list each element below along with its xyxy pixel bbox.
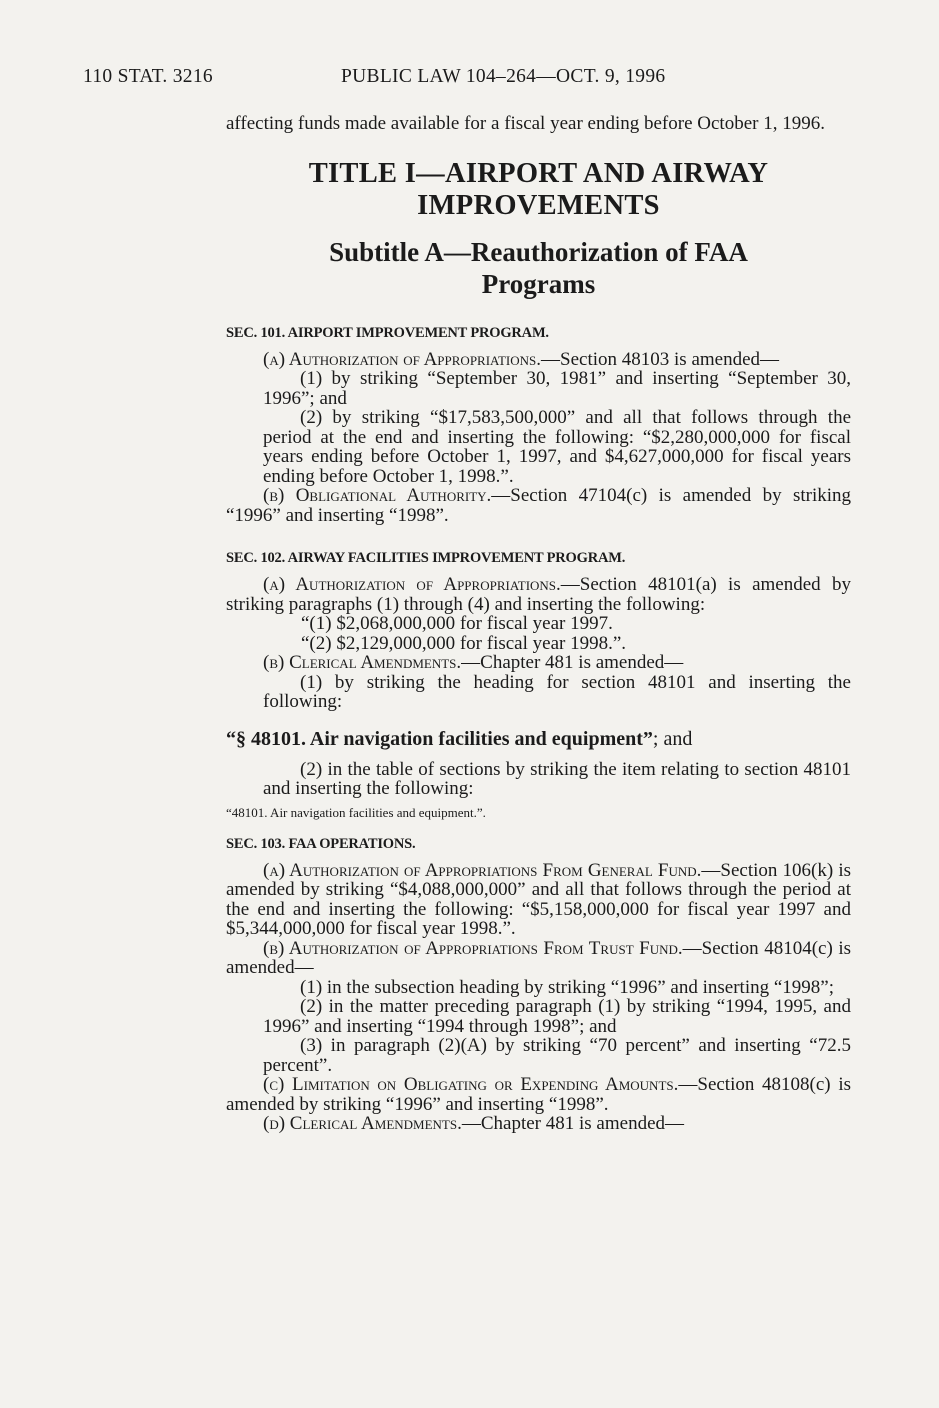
new-section-heading: “§ 48101. Air navigation facilities and equipment”; and — [226, 727, 693, 750]
sec-102-a: (a) Authorization of Appropriations.—Section 48101(a) is amended by striking paragraphs (1) through (4) and inserting the following: — [226, 574, 851, 615]
sec-103-b: (b) Authorization of Appropriations From Trust Fund.—Section 48104(c) is amended— — [226, 937, 851, 978]
sec-102-a-q2: “(2) $2,129,000,000 for fiscal year 1998.”. — [301, 632, 627, 654]
table-of-sections-item: “48101. Air navigation facilities and equipment.”. — [226, 804, 486, 820]
sec-101-a-1: (1) by striking “September 30, 1981” and inserting “September 30, 1996”; and — [263, 368, 851, 409]
sec-103-b-3: (3) in paragraph (2)(A) by striking “70 percent” and inserting “72.5 percent”. — [263, 1035, 851, 1076]
sec-102-a-q1: “(1) $2,068,000,000 for fiscal year 1997. — [301, 613, 613, 634]
sec-102-b: (b) Clerical Amendments.—Chapter 481 is amended— — [263, 652, 684, 673]
sec-102-heading: SEC. 102. AIRWAY FACILITIES IMPROVEMENT PROGRAM. — [226, 550, 626, 566]
subtitle-heading: Subtitle A—Reauthorization of FAA Programs — [329, 236, 748, 299]
sec-101-a-2: (2) by striking “$17,583,500,000” and all that follows through the period at the end and inserting the following: “$2,280,000,000 for fiscal years ending before October 1, 1997, and $4,627,000,000 for fiscal years ending before October 1, 1998.”. — [263, 407, 851, 487]
sec-103-b-1: (1) in the subsection heading by striking “1996” and inserting “1998”; — [300, 976, 834, 998]
sec-101-heading: SEC. 101. AIRPORT IMPROVEMENT PROGRAM. — [226, 324, 549, 341]
title-heading: TITLE I—AIRPORT AND AIRWAY IMPROVEMENTS — [308, 157, 769, 221]
stat-citation: 110 STAT. 3216 — [83, 66, 213, 87]
page-body — [226, 114, 851, 1134]
sec-103-c: (c) Limitation on Obligating or Expending Amounts.—Section 48108(c) is amended by striking “1996” and inserting “1998”. — [226, 1074, 851, 1115]
sec-101-a: (a) Authorization of Appropriations.—Section 48103 is amended— — [263, 348, 780, 370]
sec-103-heading: SEC. 103. FAA OPERATIONS. — [226, 835, 416, 852]
sec-102-b-1: (1) by striking the heading for section 48101 and inserting the following: — [263, 671, 851, 712]
sec-103-d: (d) Clerical Amendments.—Chapter 481 is amended— — [263, 1113, 685, 1134]
intro-paragraph: affecting funds made available for a fiscal year ending before October 1, 1996. — [226, 113, 825, 134]
sec-103-a: (a) Authorization of Appropriations From General Fund.—Section 106(k) is amended by striking “$4,088,000,000” and all that follows through the period at the end and inserting the following: “$5,158,000,000 for fiscal year 1997 and $5,344,000,000 for fiscal year 1998.”. — [226, 859, 851, 939]
sec-102-b-2: (2) in the table of sections by striking the item relating to section 48101 and inserting the following: — [263, 758, 851, 799]
sec-101-b: (b) Obligational Authority.—Section 47104(c) is amended by striking “1996” and inserting “1998”. — [226, 485, 852, 526]
running-header: PUBLIC LAW 104–264—OCT. 9, 1996 — [341, 66, 666, 87]
sec-103-b-2: (2) in the matter preceding paragraph (1) by striking “1994, 1995, and 1996” and inserting “1994 through 1998”; and — [263, 996, 851, 1037]
